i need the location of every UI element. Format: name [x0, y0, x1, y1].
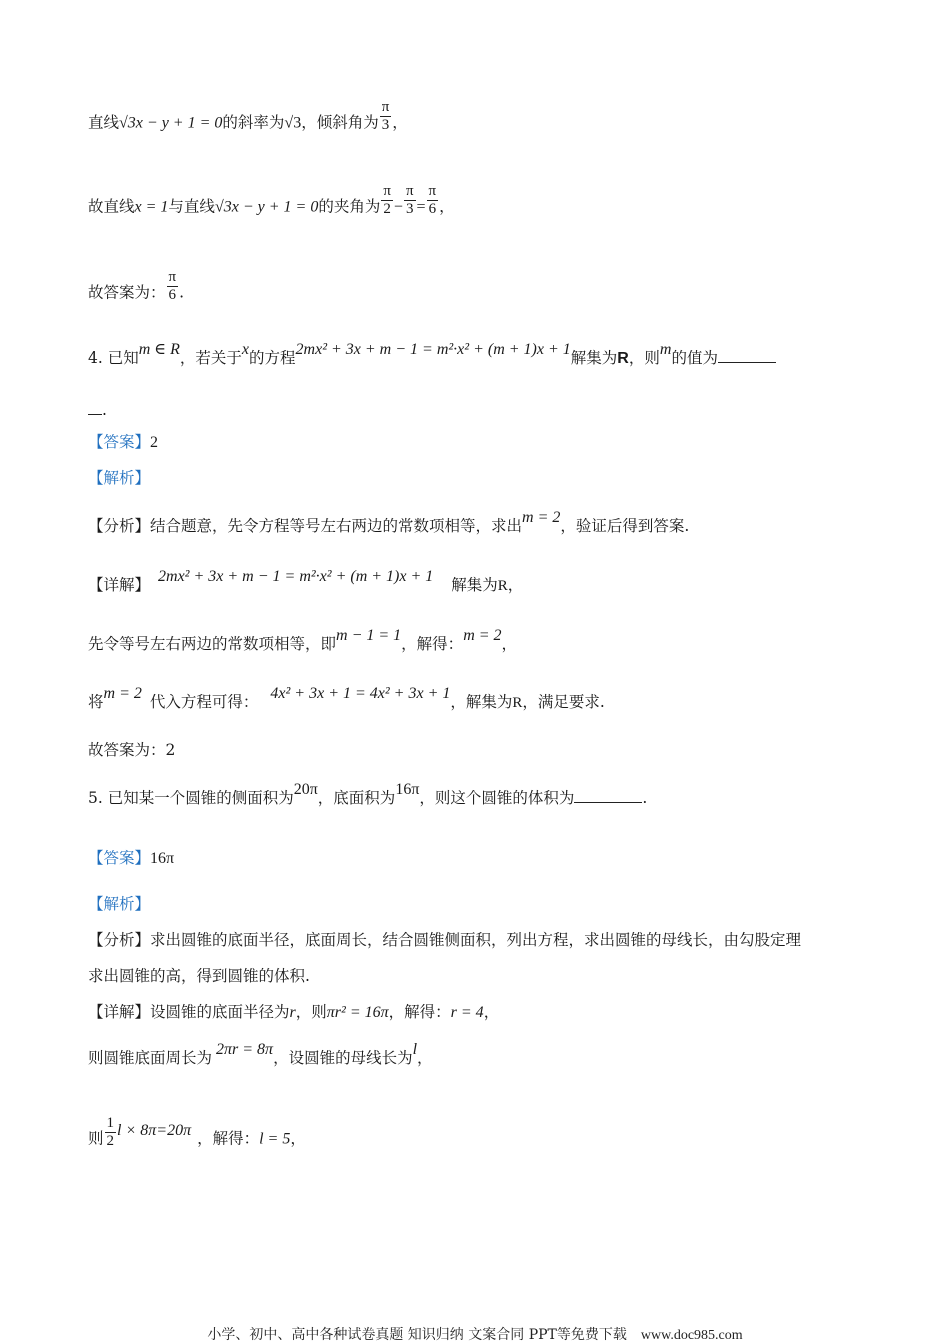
text: 故直线 [88, 197, 135, 216]
equation: √3x − y + 1 = 0 [214, 198, 319, 216]
equation: l × 8π=20π [117, 1121, 192, 1139]
variable: l [412, 1041, 418, 1058]
set-symbol: R [617, 350, 629, 367]
q4-xiangjie [88, 568, 524, 596]
text: ，若关于 [179, 349, 242, 367]
fraction: $\frac{\pi}{6}$ [428, 183, 437, 217]
answer-value: 2 [150, 434, 159, 451]
q5-fenxi-line2 [88, 966, 310, 986]
text: ， [439, 197, 455, 216]
text: 的夹角为 [318, 197, 381, 216]
text: 求出圆锥的底面半径，底面周长，结合圆锥侧面积，列出方程，求出圆锥的母线长，由勾股定理 [150, 931, 802, 949]
text: ，解得： [197, 1129, 260, 1148]
variable: x [241, 341, 250, 358]
text: 解集为 [570, 349, 618, 367]
variable: m [659, 341, 672, 358]
fenxi-label: 【分析】 [88, 517, 151, 535]
text: ， [417, 1049, 433, 1067]
footer-text: 小学、初中、高中各种试卷真题 知识归纳 文案合同 PPT等免费下载 [207, 1327, 627, 1343]
page-footer [0, 1324, 950, 1344]
text: 直线 [88, 113, 120, 132]
fraction: $\frac{\pi}{2}$ [383, 183, 391, 217]
fraction: $\frac{\pi}{3}$ [405, 183, 414, 217]
text: ， [507, 576, 524, 594]
equation: m = 2 [463, 627, 502, 644]
equation: m = 2 [522, 509, 561, 526]
text: 故答案为： [88, 283, 166, 302]
text: 代入方程可得： [149, 693, 259, 711]
question-number: 5. 已知某一个圆锥的侧面积为 [88, 789, 294, 807]
q4-fenxi [88, 509, 690, 537]
text: . [642, 789, 648, 807]
lateral-area: 20π [293, 781, 318, 798]
text: ， [501, 635, 518, 653]
text: ，则 [628, 349, 660, 367]
text: ，解得： [388, 1003, 451, 1021]
text: ， [290, 1129, 306, 1148]
equation: 2mx² + 3x + m − 1 = m²·x² + (m + 1)x + 1 [158, 568, 434, 585]
answer-blank [88, 400, 102, 415]
q5-fenxi-line1 [88, 930, 801, 950]
operator: = [416, 198, 426, 216]
q4-step2 [88, 685, 605, 713]
text: 先令等号左右两边的常数项相等，即 [88, 635, 337, 653]
text: ，验证后得到答案. [560, 517, 690, 535]
final-answer: 故答案为：2 [88, 741, 176, 759]
footer-site-link[interactable]: www.doc985.com [640, 1328, 743, 1343]
q4-stem-continuation [88, 400, 107, 420]
text: ，底面积为 [317, 789, 396, 807]
equation: r = 4 [450, 1004, 484, 1021]
text: 的斜率为 [222, 113, 285, 132]
text: ，解得： [401, 635, 464, 653]
text: 的值为 [671, 349, 718, 367]
set-symbol: R [497, 578, 508, 594]
text: 设圆锥的底面半径为 [150, 1003, 290, 1021]
equation: l = 5 [259, 1130, 291, 1148]
text: . [102, 401, 107, 419]
answer-blank [574, 788, 642, 803]
xiangjie-label: 【详解】 [88, 1003, 151, 1021]
equation: 4x² + 3x + 1 = 4x² + 3x + 1 [270, 685, 451, 702]
q5-step2 [88, 1115, 306, 1157]
answer-value: 16π [150, 850, 175, 867]
text: ，满足要求. [522, 693, 605, 711]
fraction: $\frac{\pi}{6}$ [168, 269, 177, 303]
p3-line2 [88, 183, 455, 225]
equation: m = 2 [103, 685, 142, 702]
fraction-pi-3: $\frac{\pi}{3}$ [381, 99, 390, 133]
answer-label: 【答案】 [88, 849, 151, 867]
q5-analysis-label [88, 894, 150, 914]
fenxi-label: 【分析】 [88, 931, 151, 949]
q4-answer [88, 432, 158, 453]
question-number: 4. 已知 [88, 349, 139, 367]
text: 的方程 [249, 349, 296, 367]
operator: − [393, 198, 403, 216]
p3-line1 [88, 99, 408, 141]
xiangjie-label: 【详解】 [88, 576, 151, 594]
text: . [179, 283, 185, 302]
text: ，则 [295, 1003, 327, 1021]
text: ，设圆锥的母线长为 [273, 1049, 413, 1067]
text: 解集为 [451, 576, 498, 594]
text: ，则这个圆锥的体积为 [419, 789, 575, 807]
text: ，倾斜角为 [301, 113, 379, 132]
fraction-one-half: $\frac{1}{2}$ [106, 1115, 115, 1149]
analysis-label: 【解析】 [88, 469, 151, 487]
text: 将 [88, 693, 104, 711]
answer-blank [718, 348, 776, 363]
set-symbol: R [512, 695, 523, 711]
p3-line3 [88, 269, 185, 311]
text: 结合题意，先令方程等号左右两边的常数项相等，求出 [150, 517, 523, 535]
base-area: 16π [395, 781, 420, 798]
variable: r [289, 1004, 296, 1021]
q5-stem [88, 781, 648, 809]
q4-final [88, 740, 175, 760]
q4-stem [88, 341, 776, 369]
text: 与直线 [168, 197, 215, 216]
equation: 2πr = 8π [216, 1041, 274, 1058]
q5-step1 [88, 1041, 433, 1069]
equation: 2mx² + 3x + m − 1 = m²·x² + (m + 1)x + 1 [295, 341, 571, 358]
analysis-label: 【解析】 [88, 895, 151, 913]
q5-answer [88, 848, 174, 869]
text: ，解集为 [450, 693, 513, 711]
equation: m − 1 = 1 [336, 627, 402, 644]
equation: x = 1 [134, 198, 169, 216]
q4-analysis-label [88, 468, 150, 488]
q5-xiangjie [88, 1002, 499, 1023]
text: ， [392, 113, 408, 132]
answer-label: 【答案】 [88, 433, 151, 451]
text: ， [483, 1003, 500, 1021]
condition: m ∈ R [138, 341, 180, 358]
text: 则 [88, 1129, 104, 1148]
text: 则圆锥底面周长为 [88, 1049, 213, 1067]
text: 求出圆锥的高，得到圆锥的体积. [88, 967, 310, 985]
equation: √3x − y + 1 = 0 [119, 114, 223, 132]
q4-step1 [88, 627, 518, 655]
equation: πr² = 16π [326, 1004, 389, 1021]
slope-value: √3 [284, 114, 302, 132]
